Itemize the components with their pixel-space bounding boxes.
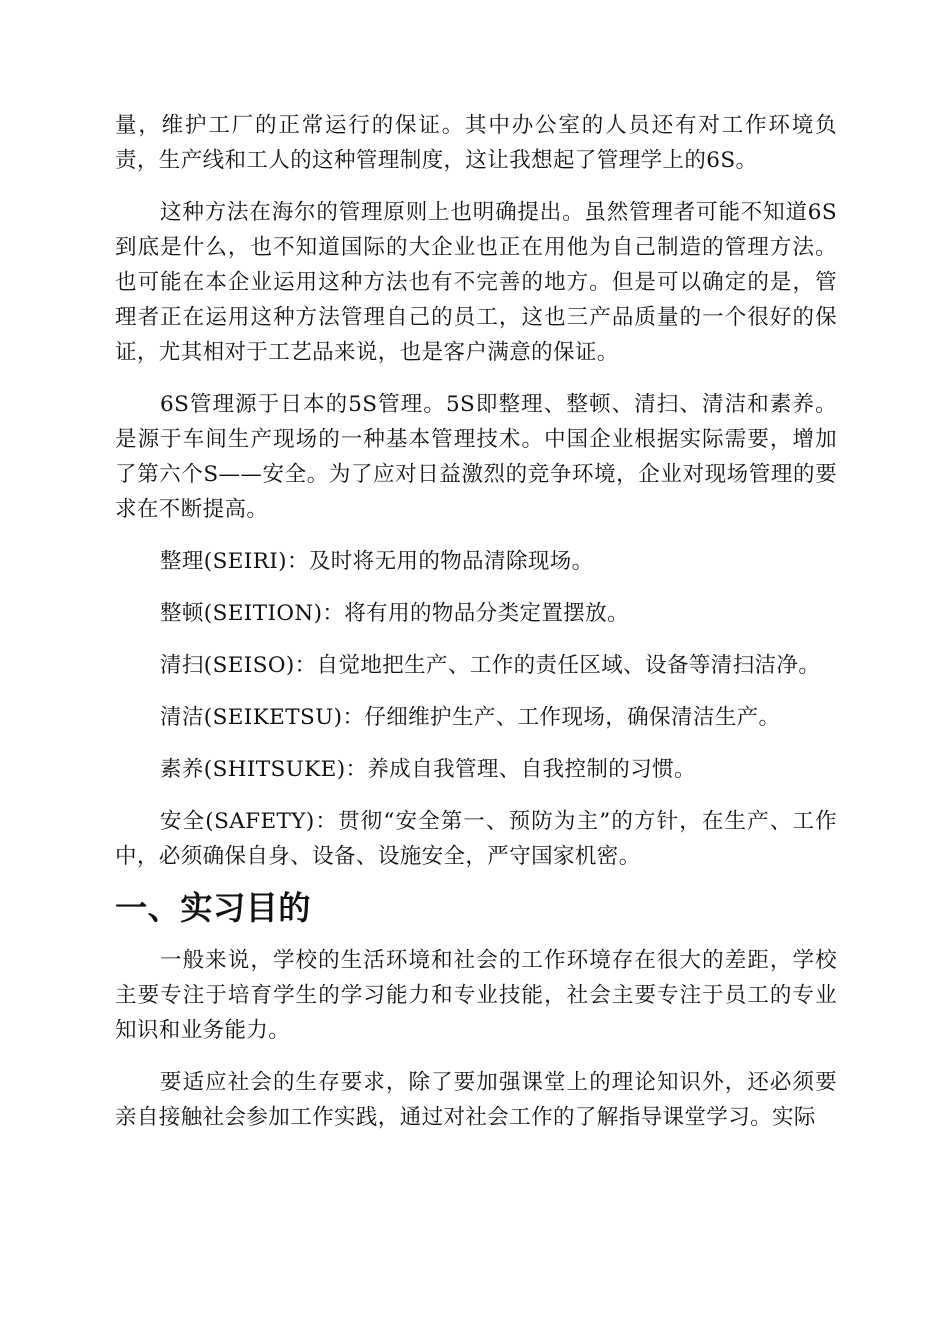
list-item-seition: 整顿(SEITION)：将有用的物品分类定置摆放。 [160, 601, 629, 626]
paragraph-school-vs-society: 一般来说，学校的生活环境和社会的工作环境存在很大的差距，学校主要专注于培育学生的学习能力和专业技能，社会主要专注于员工的专业知识和业务能力。 [115, 948, 837, 1043]
section-heading-internship-purpose: 一、实习目的 [115, 889, 311, 927]
list-item-seiketsu: 清洁(SEIKETSU)：仔细维护生产、工作现场，确保清洁生产。 [160, 705, 781, 730]
paragraph-social-practice: 要适应社会的生存要求，除了要加强课堂上的理论知识外，还必须要亲自接触社会参加工作实践，通过对社会工作的了解指导课堂学习。实际 [115, 1070, 837, 1130]
list-item-seiso: 清扫(SEISO)：自觉地把生产、工作的责任区域、设备等清扫洁净。 [160, 653, 821, 678]
list-item-shitsuke: 素养(SHITSUKE)：养成自我管理、自我控制的习惯。 [160, 757, 696, 782]
paragraph-continuation: 量，维护工厂的正常运行的保证。其中办公室的人员还有对工作环境负责，生产线和工人的这种管理制度，这让我想起了管理学上的6S。 [115, 113, 837, 173]
list-item-safety: 安全(SAFETY)：贯彻“安全第一、预防为主”的方针，在生产、工作中，必须确保自身、设备、设施安全，严守国家机密。 [115, 809, 837, 869]
paragraph-haier-6s: 这种方法在海尔的管理原则上也明确提出。虽然管理者可能不知道6S到底是什么，也不知道国际的大企业也正在用他为自己制造的管理方法。也可能在本企业运用这种方法也有不完善的地方。但是可以确定的是，管理者正在运用这种方法管理自己的员工，这也三产品质量的一个很好的保证，尤其相对于工艺品来说，也是客户满意的保证。 [115, 200, 837, 365]
paragraph-6s-origin: 6S管理源于日本的5S管理。5S即整理、整顿、清扫、清洁和素养。是源于车间生产现场的一种基本管理技术。中国企业根据实际需要，增加了第六个S——安全。为了应对日益激烈的竞争环境，企业对现场管理的要求在不断提高。 [115, 392, 837, 522]
list-item-seiri: 整理(SEIRI)：及时将无用的物品清除现场。 [160, 549, 594, 574]
document-page [115, 108, 837, 1152]
